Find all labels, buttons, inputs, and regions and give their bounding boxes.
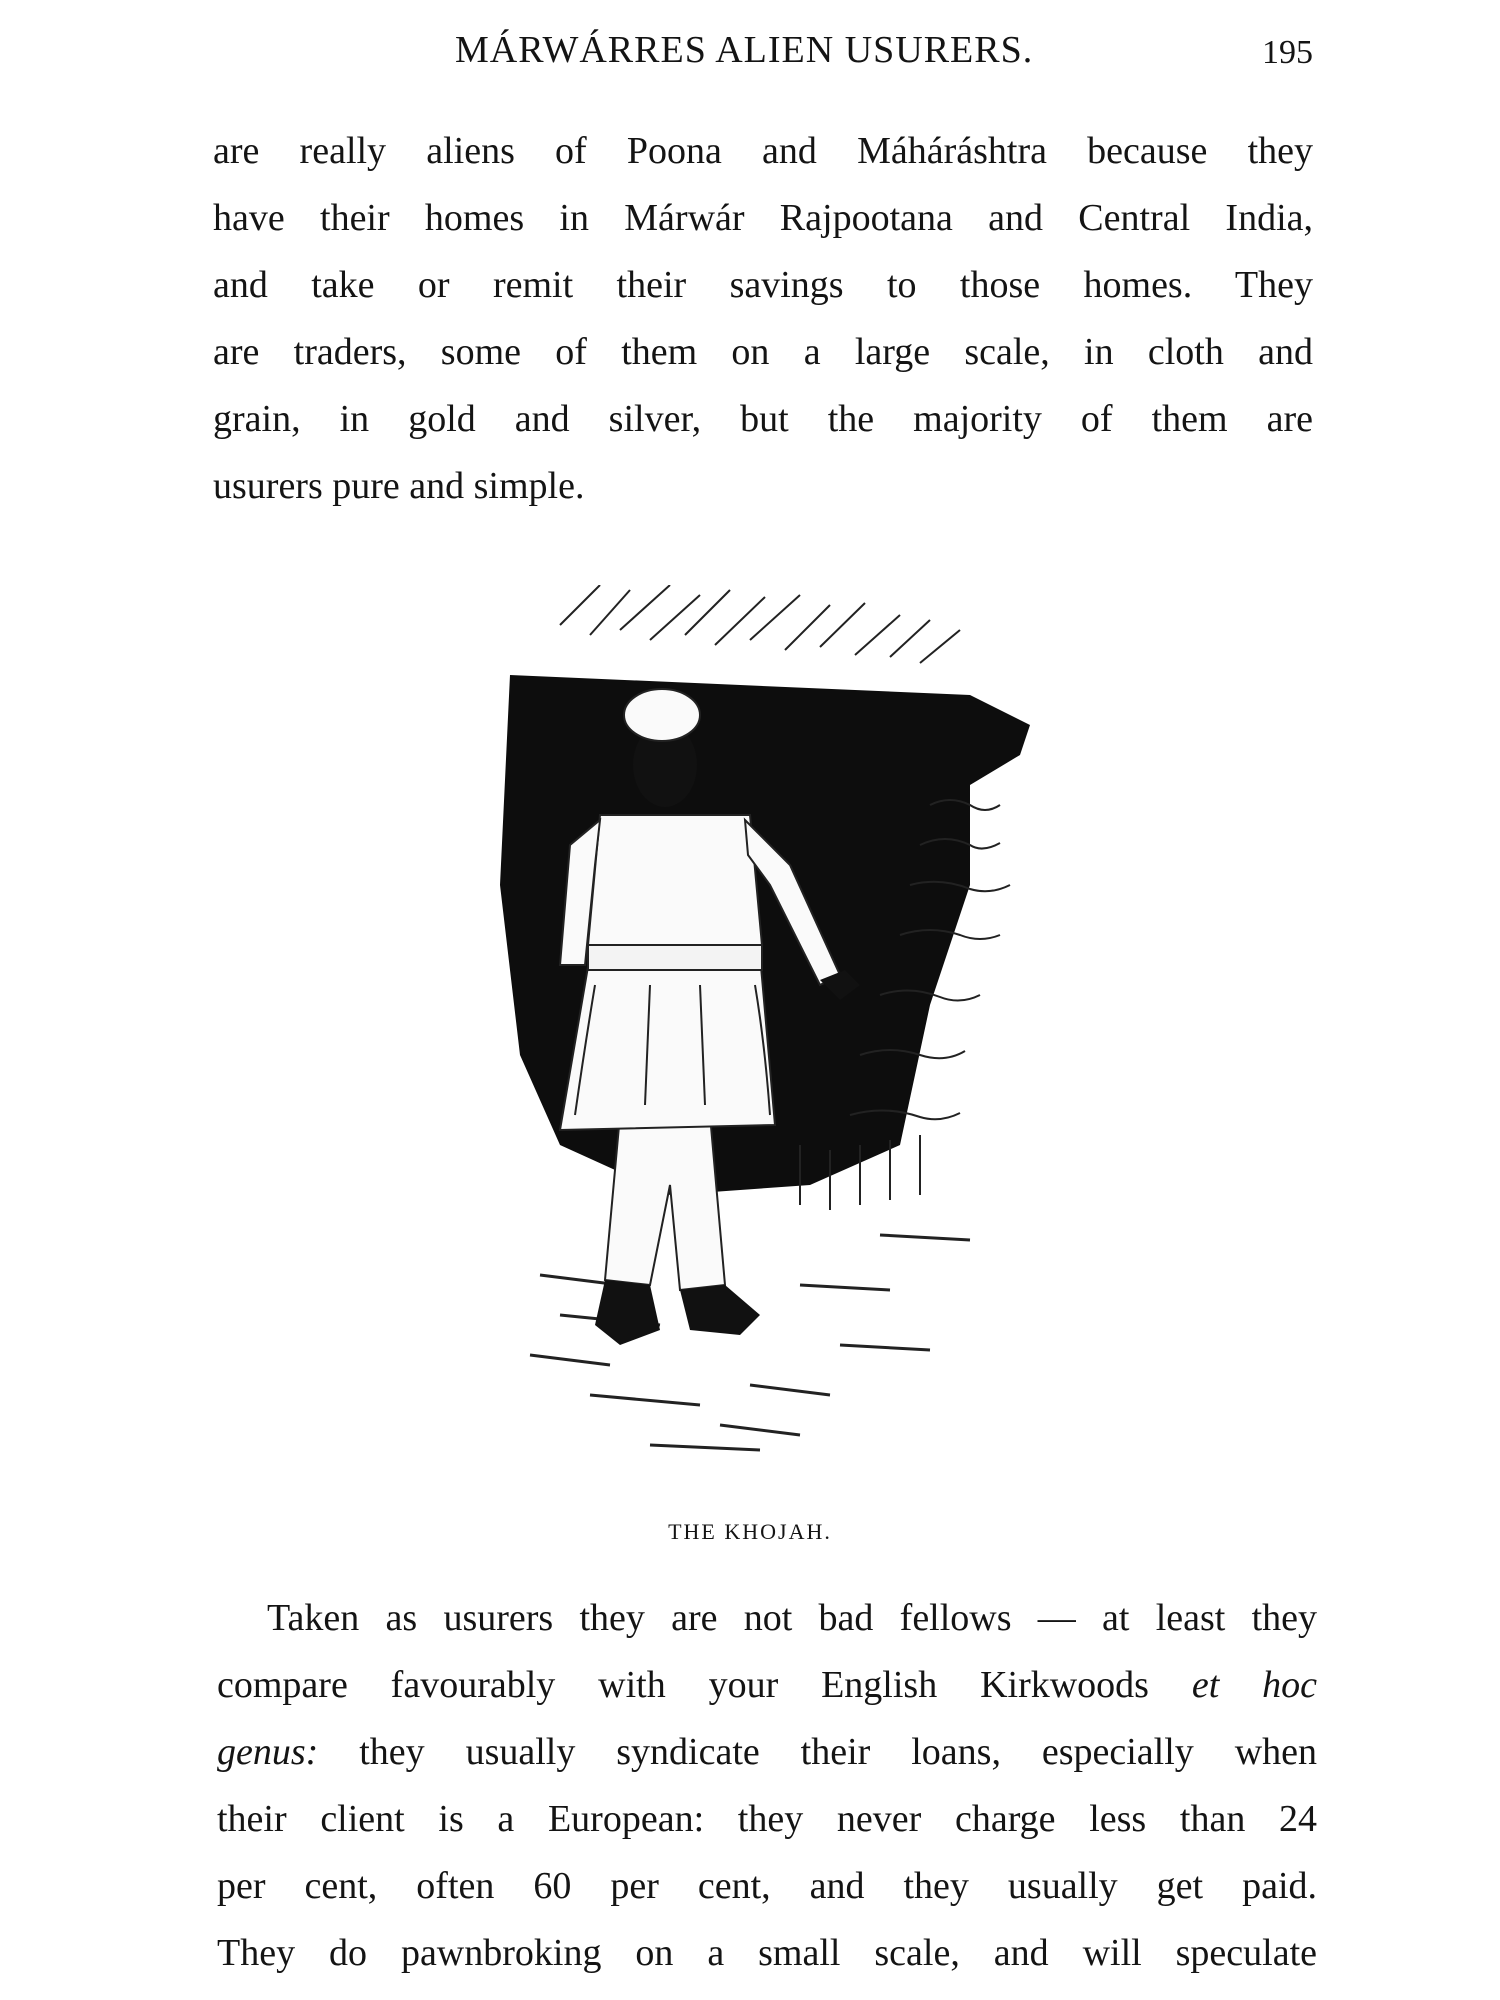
running-title: MÁRWÁRRES ALIEN USURERS. [455,29,1034,71]
text-line: grain, in gold and silver, but the majority of them are [213,398,1313,440]
latin-phrase: et hoc [1191,1664,1318,1706]
text-line: their client is a European: they never charge less than 24 [217,1798,1317,1840]
khojah-illustration [500,585,1040,1455]
text-segment: compare favourably with your English Kirkwoods [217,1664,1149,1706]
text-line: and take or remit their savings to those homes. They [213,264,1313,306]
text-line: are traders, some of them on a large scale, in cloth and [213,331,1313,373]
paragraph-1 [213,118,1313,520]
latin-phrase: genus: [217,1731,319,1773]
text-line: Taken as usurers they are not bad fellows — at least they [267,1597,1317,1639]
text-line: have their homes in Márwár Rajpootana and Central India, [213,197,1313,239]
engraving-illustration-icon [500,585,1040,1455]
text-segment: they usually syndicate their loans, especially when [359,1731,1318,1773]
paragraph-2 [217,1585,1317,1987]
text-line: usurers pure and simple. [213,465,585,507]
text-line: are really aliens of Poona and Máháráshtra because they [213,130,1313,172]
text-line: per cent, often 60 per cent, and they usually get paid. [217,1865,1317,1907]
figure-caption: THE KHOJAH. [668,1519,832,1544]
page-number: 195 [1262,34,1313,71]
text-line: They do pawnbroking on a small scale, and will speculate [217,1932,1317,1974]
text-line [217,1652,1317,1719]
text-line [217,1719,1317,1786]
page-header [0,28,1500,88]
